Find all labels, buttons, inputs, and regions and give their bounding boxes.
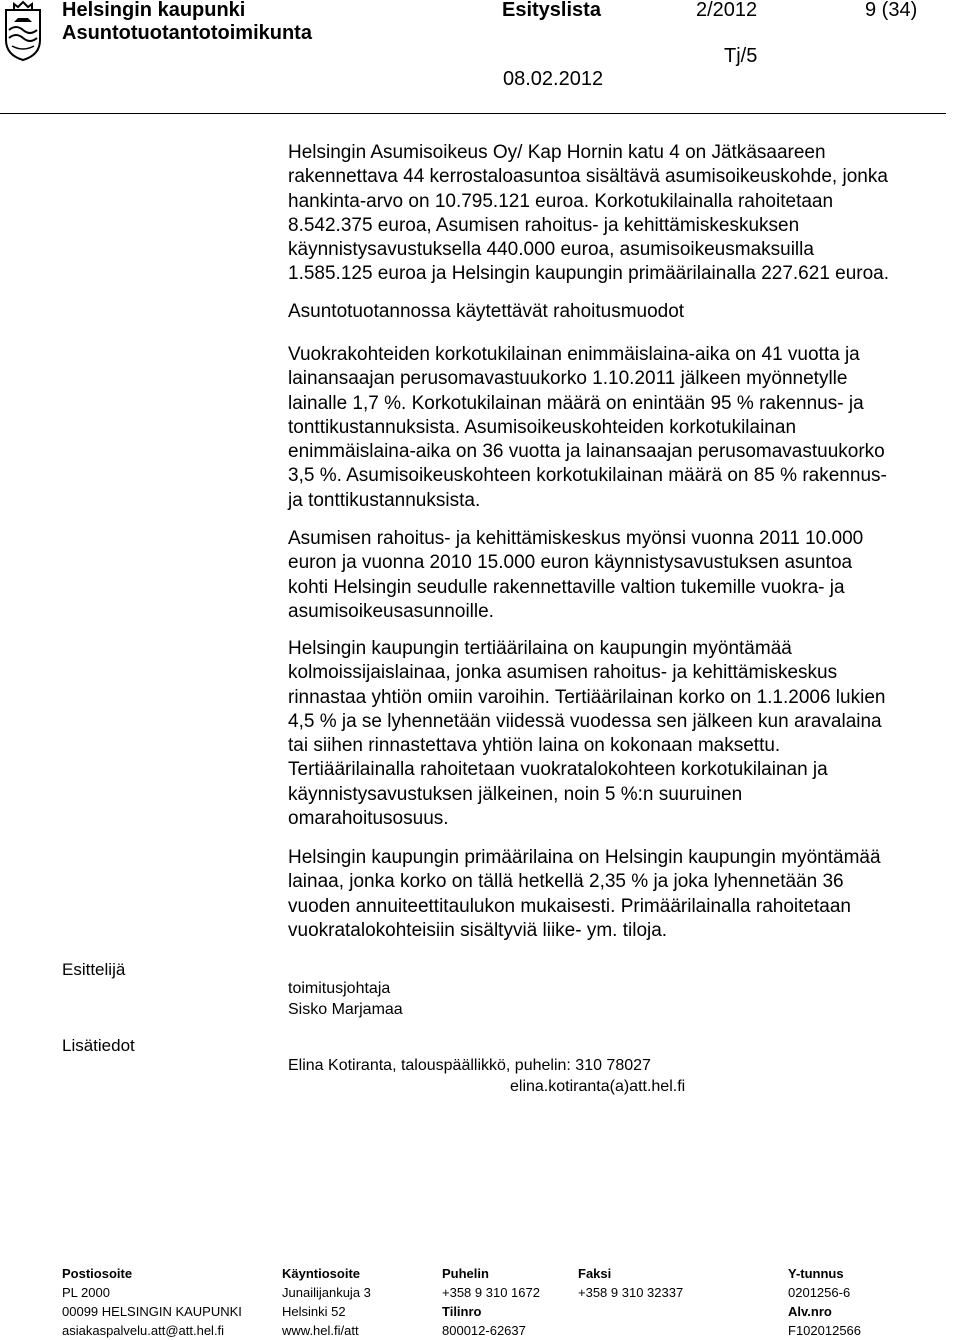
text-line: rakennettava 44 kerrostaloasuntoa sisältävä asumisoikeuskohde, jonka — [288, 166, 888, 188]
presenter-name: Sisko Marjamaa — [288, 1001, 403, 1018]
document-type: Esityslista — [502, 0, 601, 21]
text-line: tai siihen rinnastettava yhtiön laina on kokonaan maksettu. — [288, 735, 781, 757]
footer-value: PL 2000 — [62, 1285, 110, 1300]
footer-postal-address — [62, 1264, 242, 1340]
text-line: tonttikustannuksista. Asumisoikeuskohteiden korkotukilainan — [288, 416, 797, 438]
footer-value: 00099 HELSINGIN KAUPUNKI — [62, 1304, 242, 1319]
footer-value: 800012-62637 — [442, 1323, 526, 1338]
footer-value: +358 9 310 32337 — [578, 1285, 684, 1300]
text-line: rinnastaa yhtiön omiin varoihin. Tertiäärilainan korko on 1.1.2006 lukien — [288, 686, 886, 708]
footer-visiting-address — [282, 1264, 371, 1340]
text-line: euron ja vuonna 2010 15.000 euron käynnistysavustuksen asuntoa — [288, 552, 853, 574]
footer-value: Junailijankuja 3 — [282, 1285, 371, 1300]
text-line: Asumisen rahoitus- ja kehittämiskeskus myönsi vuonna 2011 10.000 — [288, 528, 864, 549]
info-label: Lisätiedot — [62, 1036, 135, 1055]
footer-fax — [578, 1264, 683, 1302]
footer-value: Helsinki 52 — [282, 1304, 346, 1319]
text-line: 4,5 % ja se lyhennetään viidessä vuodessa sen jälkeen kun aravalaina — [288, 710, 882, 732]
text-line: lainalle 1,7 %. Korkotukilainan määrä on enintään 95 % rakennus- ja — [288, 392, 864, 414]
footer-value: +358 9 310 1672 — [442, 1285, 540, 1300]
text-line: 3,5 %. Asumisoikeuskohteen korkotukilainan määrä on 85 % rakennus- — [288, 465, 887, 487]
paragraph-tertiary-loan — [288, 637, 948, 831]
footer-link[interactable]: www.hel.fi/att — [282, 1323, 359, 1338]
paragraph-primary-loan — [288, 846, 948, 943]
text-line: Helsingin kaupungin tertiäärilaina on kaupungin myöntämää — [288, 638, 792, 659]
text-line: Tertiäärilainalla rahoitetaan vuokratalokohteen korkotukilainan ja — [288, 759, 828, 781]
text-line: kohti Helsingin seudulle rakennettaville valtion tukemille vuokra- ja — [288, 576, 845, 598]
contact-person: Elina Kotiranta, talouspäällikkö, puhelin: 310 78027 — [288, 1057, 651, 1074]
text-line: käynnistysavustuksen jälkeinen, noin 5 %:n suuruinen — [288, 783, 743, 805]
paragraph-project — [288, 141, 948, 287]
contact-email: elina.kotiranta(a)att.hel.fi — [510, 1078, 686, 1095]
text-line: hankinta-arvo on 10.795.121 euroa. Korkotukilainalla rahoitetaan — [288, 190, 834, 212]
footer-label: Postiosoite — [62, 1266, 133, 1281]
footer-phone — [442, 1264, 540, 1340]
page-number: 9 (34) — [865, 0, 918, 21]
presenter-label: Esittelijä — [62, 960, 126, 979]
text-line: 1.585.125 euroa ja Helsingin kaupungin primäärilainalla 227.621 euroa. — [288, 263, 890, 285]
text-line: vuokratalokohteisiin sisältyviä liike- ym. tiloja. — [288, 919, 668, 941]
presenter-title: toimitusjohtaja — [288, 980, 391, 997]
agenda-item: Tj/5 — [724, 45, 758, 67]
text-line: kolmoissijaislainaa, jonka asumisen rahoitus- ja kehittämiskeskus — [288, 662, 838, 684]
footer-label: Käyntiosoite — [282, 1266, 361, 1281]
text-line: Helsingin kaupungin primäärilaina on Helsingin kaupungin myöntämää — [288, 847, 881, 868]
text-line: Helsingin Asumisoikeus Oy/ Kap Hornin katu 4 on Jätkäsaareen — [288, 142, 826, 163]
paragraph-start-up-grant — [288, 527, 948, 624]
text-line: vuoden annuiteettitaulukon mukaisesti. Primäärilainalla rahoitetaan — [288, 895, 851, 917]
footer-value: F102012566 — [788, 1323, 862, 1338]
text-line: asumisoikeusasunnoille. — [288, 600, 494, 622]
unit-name: Asuntotuotantotoimikunta — [62, 22, 312, 44]
footer-value: 0201256-6 — [788, 1285, 851, 1300]
text-line: Vuokrakohteiden korkotukilainan enimmäislaina-aika on 41 vuotta ja — [288, 344, 860, 365]
text-line: omarahoitusosuus. — [288, 808, 449, 830]
helsinki-crest-logo — [0, 0, 46, 62]
footer-label: Alv.nro — [788, 1304, 832, 1319]
footer-link[interactable]: asiakaspalvelu.att@att.hel.fi — [62, 1323, 225, 1338]
footer-business-id — [788, 1264, 861, 1340]
meeting-date: 08.02.2012 — [503, 68, 604, 90]
text-line: käynnistysavustuksella 440.000 euroa, asumisoikeusmaksuilla — [288, 239, 814, 261]
text-line: lainansaajan perusomavastuukorko 1.10.2011 jälkeen myönnetylle — [288, 368, 848, 390]
text-line: enimmäislaina-aika on 36 vuotta ja lainansaajan perusomavastuukorko — [288, 441, 885, 463]
text-line: lainaa, jonka korko on tällä hetkellä 2,35 % ja joka lyhennetään 36 — [288, 871, 844, 893]
paragraph-interest-subsidy — [288, 343, 948, 513]
footer-label: Tilinro — [442, 1304, 482, 1319]
organization-name: Helsingin kaupunki — [62, 0, 246, 21]
section-heading: Asuntotuotannossa käytettävät rahoitusmuodot — [288, 301, 685, 322]
text-line: 8.542.375 euroa, Asumisen rahoitus- ja kehittämiskeskuksen — [288, 214, 800, 236]
text-line: ja tonttikustannuksista. — [288, 489, 481, 511]
footer-label: Puhelin — [442, 1266, 489, 1281]
footer-label: Faksi — [578, 1266, 612, 1281]
header-divider — [0, 113, 946, 114]
document-number: 2/2012 — [696, 0, 758, 21]
footer-label: Y-tunnus — [788, 1266, 844, 1281]
